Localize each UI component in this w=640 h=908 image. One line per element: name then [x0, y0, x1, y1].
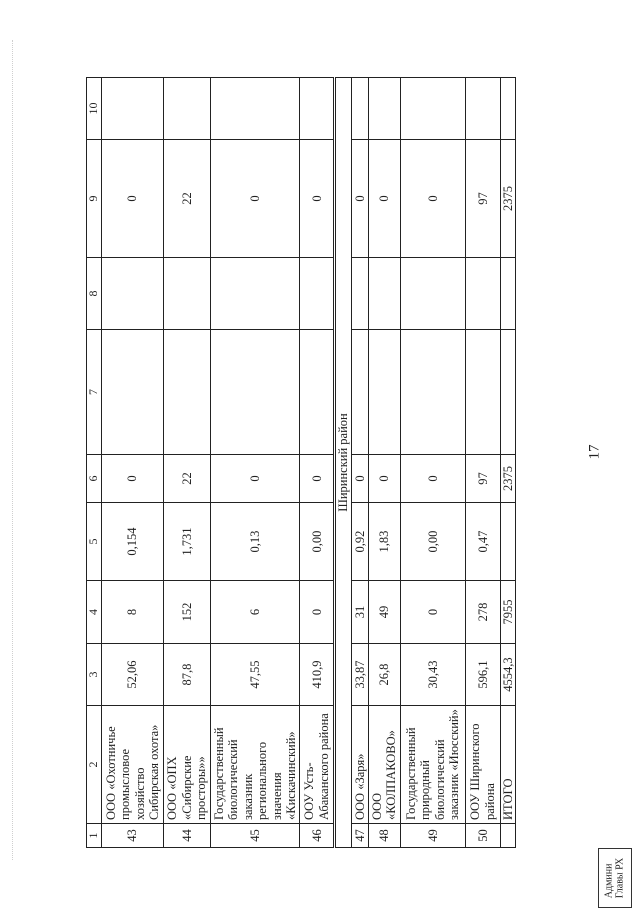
cell-col10 [351, 78, 368, 140]
row-number: 47 [351, 824, 368, 848]
cell-col8 [400, 258, 465, 330]
table-row [211, 78, 300, 848]
row-name: ООО «Заря» [351, 706, 368, 824]
table-row [351, 78, 368, 848]
stamp-line-1: Админи [603, 863, 615, 899]
cell-col6: 0 [351, 455, 368, 503]
cell-col4: 278 [465, 581, 500, 644]
total-col4: 7955 [500, 581, 515, 644]
cell-col7 [211, 330, 300, 455]
cell-col4: 152 [164, 581, 211, 644]
cell-col8 [102, 258, 164, 330]
table-row [400, 78, 465, 848]
cell-col5: 0,00 [300, 503, 335, 581]
cell-col7 [369, 330, 401, 455]
cell-col5: 1,83 [369, 503, 401, 581]
row-name: Государственный природный биологический заказник «Июсский» [400, 706, 465, 824]
total-row [500, 78, 515, 848]
total-label: ИТОГО [500, 706, 515, 824]
cell-col8 [164, 258, 211, 330]
cell-col4: 0 [400, 581, 465, 644]
cell-col9: 0 [369, 140, 401, 258]
cell-col6: 22 [164, 455, 211, 503]
total-col6: 2375 [500, 455, 515, 503]
row-number: 43 [102, 824, 164, 848]
cell-col8 [211, 258, 300, 330]
cell-col5: 1,731 [164, 503, 211, 581]
col-header-7: 7 [87, 330, 102, 455]
cell-col5: 0,47 [465, 503, 500, 581]
cell-col7 [102, 330, 164, 455]
cell-col5: 0,00 [400, 503, 465, 581]
cell-col4: 31 [351, 581, 368, 644]
col-header-2: 2 [87, 706, 102, 824]
table-row [102, 78, 164, 848]
row-name: ООО «ОПХ «Сибирские просторы»» [164, 706, 211, 824]
cell-col6: 0 [211, 455, 300, 503]
table-row [300, 78, 335, 848]
row-name: ООУ Ширинского района [465, 706, 500, 824]
total-col10 [500, 78, 515, 140]
cell-col7 [465, 330, 500, 455]
cell-col9: 97 [465, 140, 500, 258]
cell-col9: 0 [300, 140, 335, 258]
cell-col8 [369, 258, 401, 330]
row-number: 44 [164, 824, 211, 848]
cell-col9: 22 [164, 140, 211, 258]
cell-col6: 0 [400, 455, 465, 503]
district-row [335, 78, 351, 848]
table-row [164, 78, 211, 848]
row-number: 50 [465, 824, 500, 848]
cell-col3: 52,06 [102, 644, 164, 706]
row-name: ООУ Усть-Абаканского района [300, 706, 335, 824]
cell-col6: 97 [465, 455, 500, 503]
cell-col4: 49 [369, 581, 401, 644]
cell-col3: 33,87 [351, 644, 368, 706]
cell-col8 [351, 258, 368, 330]
page-number: 17 [586, 444, 603, 460]
cell-col9: 0 [351, 140, 368, 258]
total-col7 [500, 330, 515, 455]
cell-col3: 47,55 [211, 644, 300, 706]
total-col5 [500, 503, 515, 581]
cell-col5: 0,92 [351, 503, 368, 581]
cell-col10 [164, 78, 211, 140]
stamp-text [605, 858, 626, 898]
cell-col6: 0 [300, 455, 335, 503]
cell-col4: 6 [211, 581, 300, 644]
total-col8 [500, 258, 515, 330]
row-number: 49 [400, 824, 465, 848]
cell-col3: 87,8 [164, 644, 211, 706]
col-header-9: 9 [87, 140, 102, 258]
col-header-4: 4 [87, 581, 102, 644]
cell-col3: 30,43 [400, 644, 465, 706]
row-number: 48 [369, 824, 401, 848]
cell-col7 [164, 330, 211, 455]
column-number-row [87, 78, 102, 848]
row-name: Государственный биологический заказник регионального значения «Кискачинский» [211, 706, 300, 824]
cell-col7 [400, 330, 465, 455]
col-header-5: 5 [87, 503, 102, 581]
cell-col7 [351, 330, 368, 455]
cell-col4: 8 [102, 581, 164, 644]
cell-col10 [102, 78, 164, 140]
administration-stamp [598, 848, 632, 908]
table-row [465, 78, 500, 848]
total-col9: 2375 [500, 140, 515, 258]
col-header-8: 8 [87, 258, 102, 330]
cell-col10 [211, 78, 300, 140]
cell-col8 [300, 258, 335, 330]
cell-col10 [400, 78, 465, 140]
cell-col3: 410,9 [300, 644, 335, 706]
cell-col10 [465, 78, 500, 140]
cell-col10 [300, 78, 335, 140]
cell-col3: 26,8 [369, 644, 401, 706]
cell-col9: 0 [102, 140, 164, 258]
cell-col9: 0 [400, 140, 465, 258]
stamp-line-2: Главы РХ [614, 857, 625, 899]
table-frame [86, 78, 515, 848]
cell-col8 [465, 258, 500, 330]
total-col3: 4554,3 [500, 644, 515, 706]
row-name: ООО «Охотничье промысловое хозяйство Сибирская охота» [102, 706, 164, 824]
row-number: 46 [300, 824, 335, 848]
col-header-6: 6 [87, 455, 102, 503]
margin-line [12, 40, 14, 860]
cell-col9: 0 [211, 140, 300, 258]
cell-col3: 596,1 [465, 644, 500, 706]
cell-col5: 0,13 [211, 503, 300, 581]
cell-col7 [300, 330, 335, 455]
total-num [500, 824, 515, 848]
cell-col6: 0 [102, 455, 164, 503]
col-header-10: 10 [87, 78, 102, 140]
hunting-grounds-table [86, 77, 516, 848]
col-header-3: 3 [87, 644, 102, 706]
cell-col4: 0 [300, 581, 335, 644]
col-header-1: 1 [87, 824, 102, 848]
district-header: Ширинский район [335, 78, 351, 848]
cell-col6: 0 [369, 455, 401, 503]
cell-col10 [369, 78, 401, 140]
cell-col5: 0,154 [102, 503, 164, 581]
table-row [369, 78, 401, 848]
row-number: 45 [211, 824, 300, 848]
row-name: ООО «КОЛПАКОВО» [369, 706, 401, 824]
